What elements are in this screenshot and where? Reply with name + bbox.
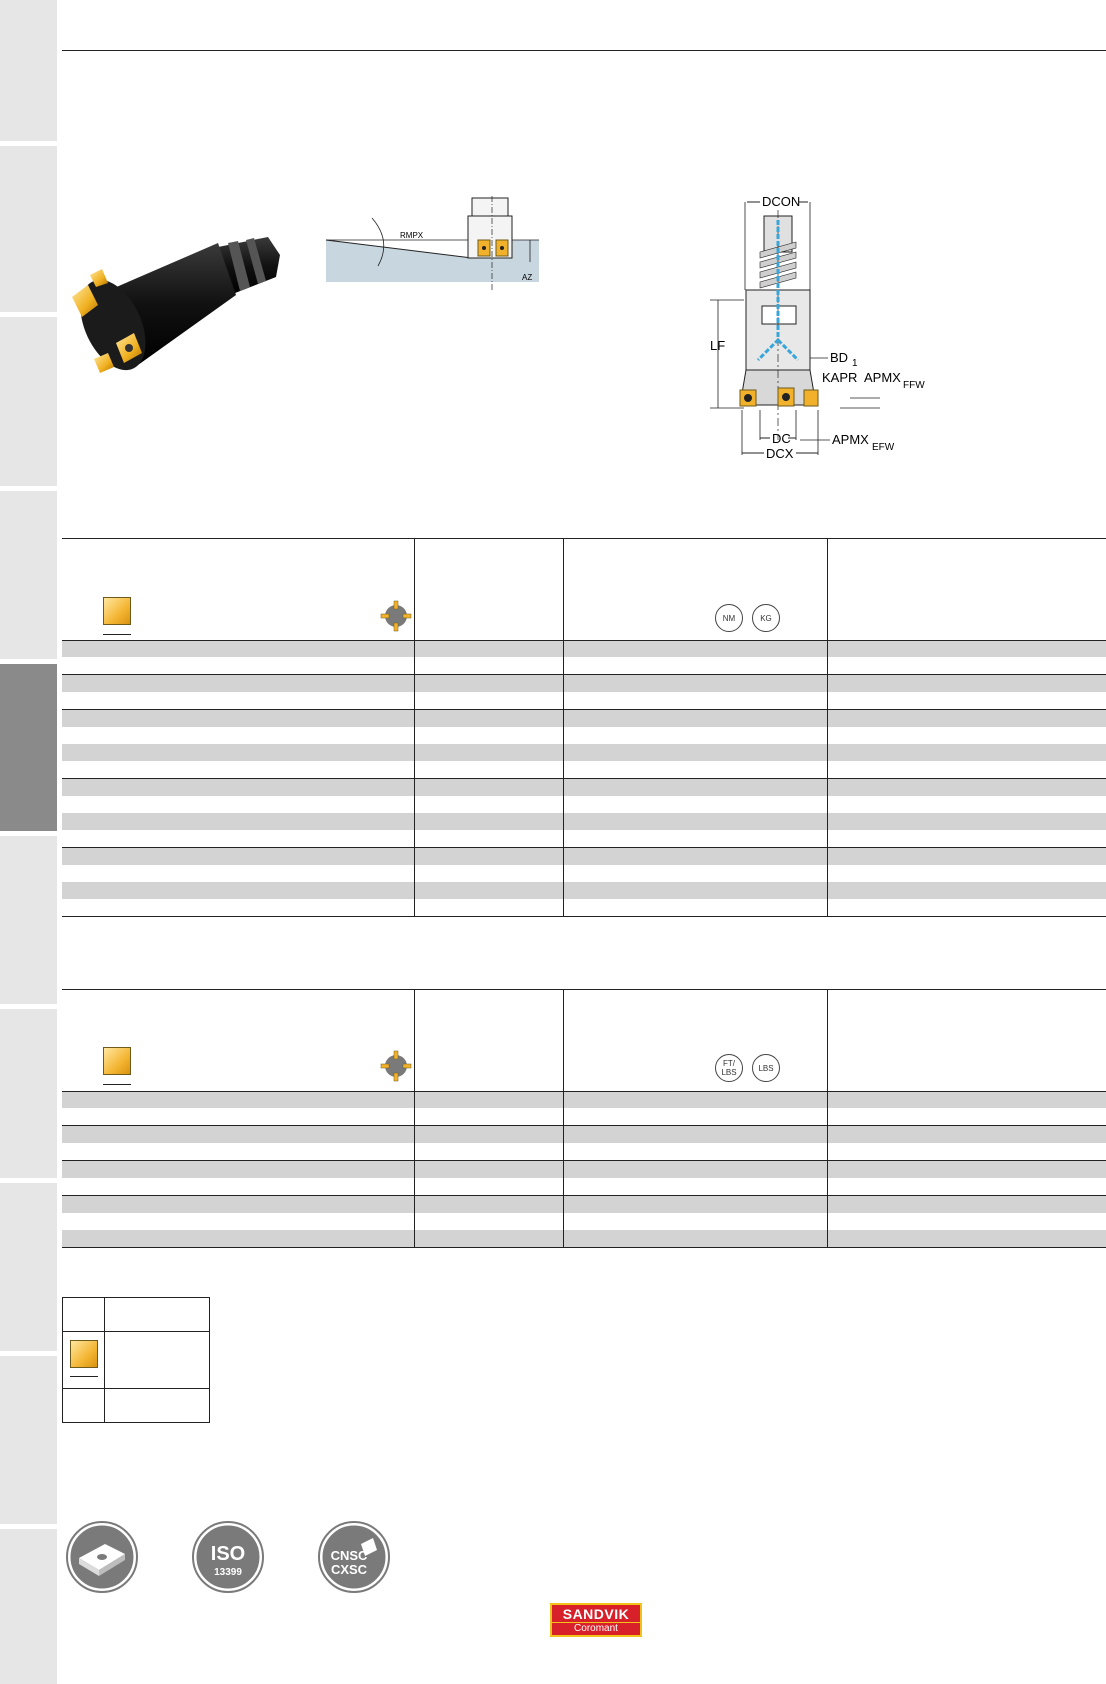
column-divider [563,990,564,1248]
section-tab-1[interactable] [0,0,57,141]
legend-table [62,1297,210,1423]
column-divider [414,539,415,917]
table-row [62,1178,1106,1195]
coolant-symbol-icon [380,600,412,632]
table-row [62,796,1106,813]
rmpx-label: RMPX [400,231,424,240]
bd-subscript: 1 [852,358,858,369]
table-row [62,657,1106,674]
table-row [62,1230,1106,1247]
table-row [62,761,1106,778]
insert-dimension-arrow [103,634,131,635]
table-row [62,1161,1106,1178]
unit-badge-kg: KG [752,604,780,632]
table-row [62,744,1106,761]
table-row [62,727,1106,744]
legend-border-left [62,1297,63,1423]
section-tab-10[interactable] [0,1529,57,1684]
section-tab-2[interactable] [0,146,57,312]
dc-label: DC [772,431,791,446]
table-row [62,1196,1106,1213]
table-top-rule [62,538,1106,539]
table-row [62,830,1106,847]
legend-border-top [62,1297,210,1298]
column-divider [827,990,828,1248]
legend-insert-icon [70,1340,98,1368]
logo-sub: Coromant [552,1622,640,1635]
table-row [62,1126,1106,1143]
table-bottom-rule [62,1247,1106,1248]
section-tab-9[interactable] [0,1356,57,1524]
column-divider [827,539,828,917]
section-tab-3[interactable] [0,317,57,486]
legend-border-right [209,1297,210,1423]
cnsc-cxsc-icon [317,1520,391,1594]
table-row [62,675,1106,692]
table-row [62,813,1106,830]
table-row [62,692,1106,709]
table-row [62,882,1106,899]
section-tab-8[interactable] [0,1183,57,1351]
legend-row-divider [62,1388,210,1389]
table-row [62,848,1106,865]
apmx-ffw-label: APMX [864,370,901,385]
iso-13399-icon [191,1520,265,1594]
column-divider [414,990,415,1248]
table-row [62,641,1106,657]
unit-badge-ft-lbs: FT/ LBS [715,1054,743,1082]
table-row [62,1092,1106,1108]
table-row [62,779,1106,796]
bd-label: BD [830,350,849,365]
az-label: AZ [522,273,533,282]
ordering-table-2 [62,989,1106,1251]
sandvik-coromant-logo [550,1603,642,1637]
table-row [62,1108,1106,1125]
ramping-diagram [322,196,542,292]
table-row [62,899,1106,916]
insert-shape-icon [65,1520,139,1594]
dcx-label: DCX [766,446,794,461]
apmx-efw-subscript: EFW [872,442,895,453]
legend-row-divider [62,1331,210,1332]
table-row [62,865,1106,882]
column-divider [563,539,564,917]
lf-label: LF [710,338,726,353]
table-row [62,1143,1106,1160]
legend-insert-arrow [70,1376,98,1377]
unit-badge-lbs: LBS [752,1054,780,1082]
section-tab-4[interactable] [0,491,57,659]
dimension-drawing [700,190,940,470]
section-tab-6[interactable] [0,836,57,1004]
insert-dimension-arrow [103,1084,131,1085]
cutter-product-image [68,225,288,395]
insert-size-icon [103,1047,131,1075]
logo-brand: SANDVIK [562,1606,630,1622]
section-tab-strip [0,0,57,1684]
table-row [62,710,1106,727]
ordering-table-1 [62,538,1106,922]
kapr-label: KAPR [822,370,858,385]
legend-column-divider [104,1297,105,1423]
iso-icon-number: 13399 [214,1567,242,1578]
iso-icon-text: ISO [210,1543,246,1565]
header-rule [62,50,1106,51]
insert-size-icon [103,597,131,625]
apmx-efw-label: APMX [832,432,869,447]
cnsc-icon-text: CNSC [330,1548,368,1563]
cxsc-icon-text: CXSC [330,1562,368,1577]
legend-border-bottom [62,1422,210,1423]
table-bottom-rule [62,916,1106,917]
coolant-symbol-icon [380,1050,412,1082]
cutter-body [68,243,236,380]
apmx-ffw-subscript: FFW [903,380,925,391]
table-row [62,1213,1106,1230]
dcon-label: DCON [762,194,801,209]
section-tab-milling-active[interactable] [0,664,57,831]
table-top-rule [62,989,1106,990]
unit-badge-nm: NM [715,604,743,632]
section-tab-7[interactable] [0,1009,57,1178]
